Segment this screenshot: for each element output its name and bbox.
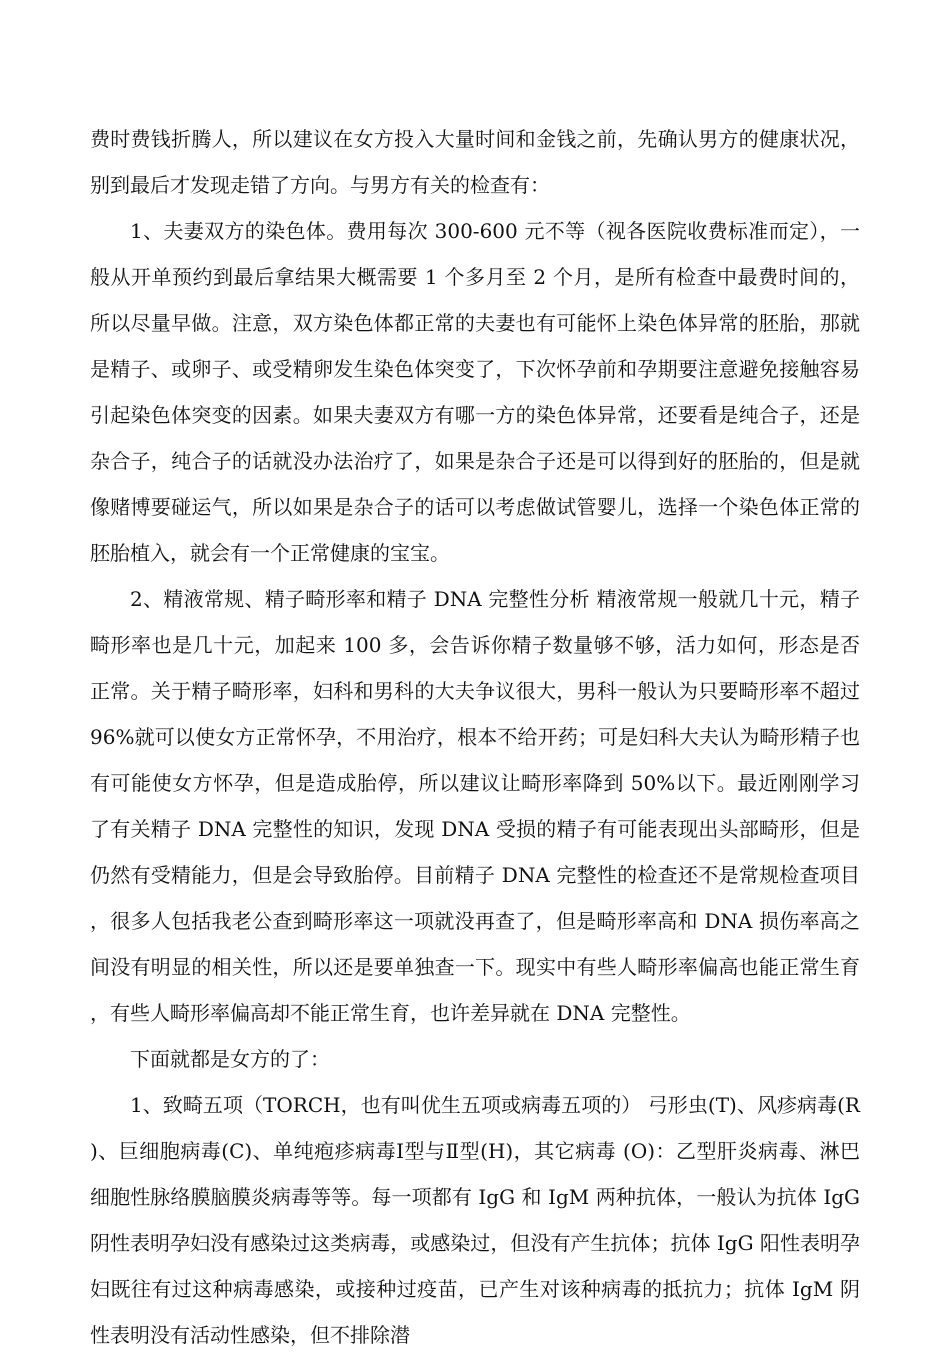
paragraph-torch-test: 1、致畸五项（TORCH，也有叫优生五项或病毒五项的） 弓形虫(T)、风疹病毒(R)、巨细胞病毒(C)、单纯疱疹病毒Ⅰ型与Ⅱ型(H)，其它病毒 (O)：乙型肝炎病毒、淋巴细胞性脉络膜脑膜炎病毒等等。每一项都有 IgG 和 IgM 两种抗体，一般认为抗体 IgG 阴性表明孕妇没有感染过这类病毒，或感染过，但没有产生抗体；抗体 IgG 阳性表明孕妇既往有过这种病毒感染，或接种过疫苗，已产生对该种病毒的抵抗力；抗体 IgM 阴性表明没有活动性感染，但不排除潜	[90, 1093, 860, 1347]
paragraph-chromosome-test: 1、夫妻双方的染色体。费用每次 300-600 元不等（视各医院收费标准而定），一般从开单预约到最后拿结果大概需要 1 个多月至 2 个月，是所有检查中最费时间的，所以尽量早做。注意，双方染色体都正常的夫妻也有可能怀上染色体异常的胚胎，那就是精子、或卵子、或受精卵发生染色体突变了，下次怀孕前和孕期要注意避免接触容易引起染色体突变的因素。如果夫妻双方有哪一方的染色体异常，还要看是纯合子，还是杂合子，纯合子的话就没办法治疗了，如果是杂合子还是可以得到好的胚胎的，但是就像赌博要碰运气，所以如果是杂合子的话可以考虑做试管婴儿，选择一个染色体正常的胚胎植入，就会有一个正常健康的宝宝。	[90, 219, 860, 565]
paragraph-female-intro: 下面就都是女方的了：	[130, 1047, 330, 1071]
paragraph-continuation: 费时费钱折腾人，所以建议在女方投入大量时间和金钱之前，先确认男方的健康状况，别到最后才发现走错了方向。与男方有关的检查有：	[90, 127, 860, 197]
paragraph-semen-test: 2、精液常规、精子畸形率和精子 DNA 完整性分析 精液常规一般就几十元，精子畸形率也是几十元，加起来 100 多，会告诉你精子数量够不够，活力如何，形态是否正常。关于精子畸形率，妇科和男科的大夫争议很大，男科一般认为只要畸形率不超过 96%就可以使女方正常怀孕，不用治疗，根本不给开药；可是妇科大夫认为畸形精子也有可能使女方怀孕，但是造成胎停，所以建议让畸形率降到 50%以下。最近刚刚学习了有关精子 DNA 完整性的知识，发现 DNA 受损的精子有可能表现出头部畸形，但是仍然有受精能力，但是会导致胎停。目前精子 DNA 完整性的检查还不是常规检查项目，很多人包括我老公查到畸形率这一项就没再查了，但是畸形率高和 DNA 损伤率高之间没有明显的相关性，所以还是要单独查一下。现实中有些人畸形率偏高也能正常生育，有些人畸形率偏高却不能正常生育，也许差异就在 DNA 完整性。	[90, 587, 860, 1025]
